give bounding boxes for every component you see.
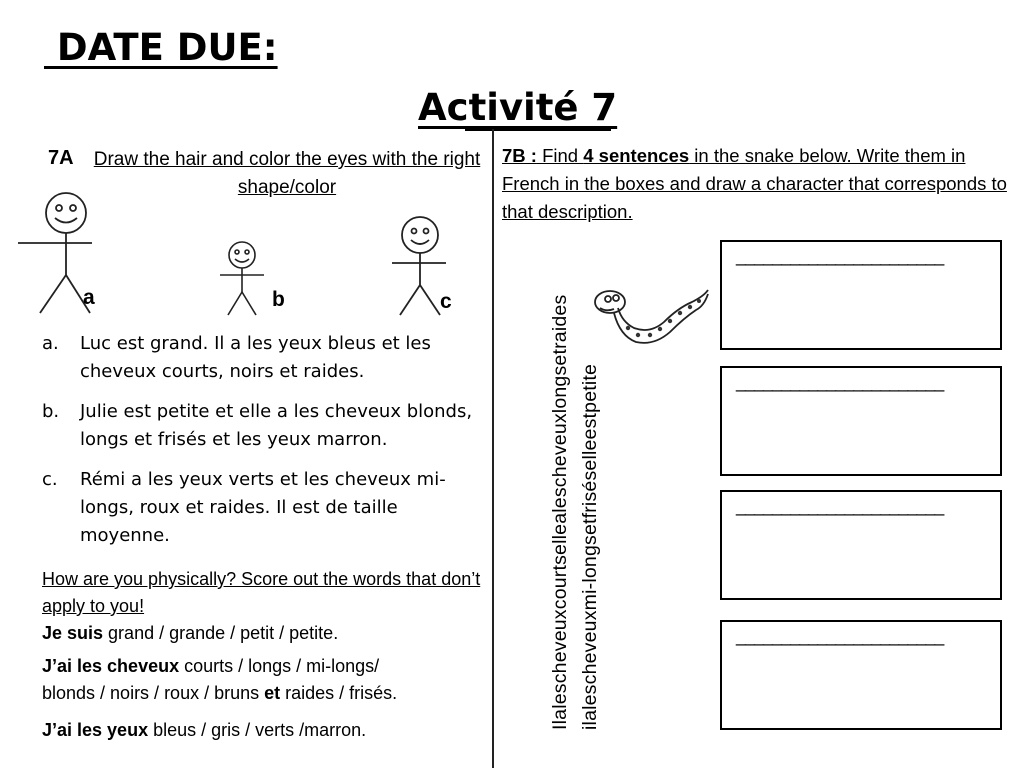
- title-divider: [465, 129, 611, 131]
- answer-blank: _______________________: [736, 246, 944, 266]
- je-suis-label: Je suis: [42, 623, 104, 643]
- figure-label-b: b: [272, 288, 285, 311]
- activity-title: Activité 7: [418, 86, 618, 129]
- physical-question: How are you physically? Score out the words that don’t apply to you!: [42, 569, 481, 616]
- je-suis-line: [42, 620, 487, 647]
- snake-icon: [592, 280, 712, 355]
- section-7b-instruction: [502, 142, 1007, 226]
- yeux-label: J’ai les yeux: [42, 720, 149, 740]
- answer-box-1[interactable]: [720, 240, 1002, 350]
- cheveux-length-options: courts / longs / mi-longs/: [179, 656, 380, 676]
- answer-box-4[interactable]: [720, 620, 1002, 730]
- section-7a-label: 7A: [48, 147, 74, 169]
- section-7b-rest: in the snake below. Write them in French in the boxes and draw a character that corresponds to that description.: [502, 145, 1007, 222]
- answer-box-3[interactable]: [720, 490, 1002, 600]
- cheveux-line: [42, 653, 487, 680]
- section-7b-find: Find: [536, 145, 584, 166]
- answer-blank: _______________________: [736, 496, 944, 516]
- figure-label-a: a: [83, 286, 95, 309]
- list-item: [42, 330, 482, 386]
- stick-figure-b: [220, 242, 264, 315]
- snake-text-line-1: Ilalescheveuxcourtsellealescheveuxlongsetraides: [549, 294, 571, 730]
- list-item-text: Luc est grand. Il a les yeux bleus et les cheveux courts, noirs et raides.: [80, 333, 431, 382]
- physical-self-description: [42, 566, 487, 744]
- stick-figures: [10, 185, 470, 320]
- snake-text-line-2: ilalescheveuxmi-longsetfriséselleestpetite: [579, 363, 601, 730]
- description-list: [42, 330, 482, 562]
- je-suis-options: grand / grande / petit / petite.: [103, 623, 339, 643]
- stick-figure-c: [392, 217, 446, 315]
- yeux-line: [42, 717, 487, 744]
- list-item-text: Rémi a les yeux verts et les cheveux mi-longs, roux et raides. Il est de taille moyenne.: [80, 469, 446, 546]
- answer-box-2[interactable]: [720, 366, 1002, 476]
- cheveux-texture-options: raides / frisés.: [280, 683, 398, 703]
- et-label: et: [264, 683, 281, 703]
- stick-figure-a: [18, 193, 92, 313]
- section-7b-count: 4 sentences: [583, 145, 690, 166]
- cheveux-line-2: [42, 680, 487, 707]
- column-divider: [492, 129, 494, 768]
- answer-blank: _______________________: [736, 372, 944, 392]
- date-due-title: DATE DUE:: [44, 26, 278, 69]
- list-item: [42, 466, 482, 550]
- list-item-letter: c.: [42, 469, 58, 490]
- cheveux-label: J’ai les cheveux: [42, 656, 180, 676]
- cheveux-color-options: blonds / noirs / roux / bruns: [42, 683, 265, 703]
- list-item: [42, 398, 482, 454]
- figure-label-c: c: [440, 290, 452, 313]
- section-7a-instruction: Draw the hair and color the eyes with the right shape/color: [93, 149, 481, 198]
- answer-blank: _______________________: [736, 626, 944, 646]
- list-item-letter: a.: [42, 333, 59, 354]
- list-item-text: Julie est petite et elle a les cheveux blonds, longs et frisés et les yeux marron.: [80, 401, 473, 450]
- list-item-letter: b.: [42, 401, 60, 422]
- section-7b-label: 7B :: [502, 145, 537, 166]
- yeux-options: bleus / gris / verts /marron.: [148, 720, 367, 740]
